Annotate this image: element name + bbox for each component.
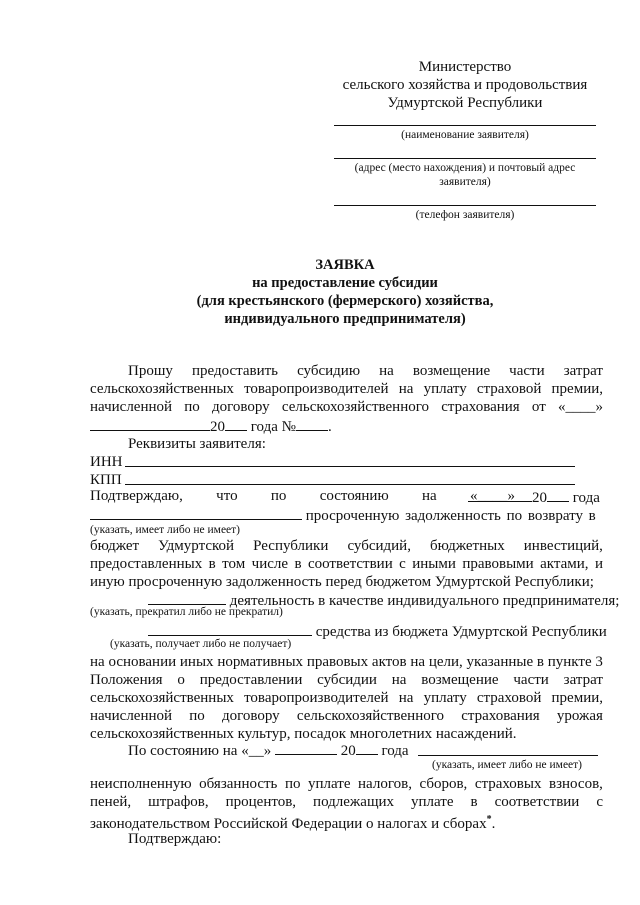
word: в bbox=[536, 654, 544, 670]
confirm-date-blank[interactable] bbox=[468, 487, 532, 502]
tax-line-2 bbox=[90, 793, 603, 811]
basis-line-5: сельскохозяйственных культур, посадок многолетних насаждений. bbox=[90, 726, 517, 742]
word: соответствии bbox=[307, 556, 393, 572]
word: по bbox=[184, 399, 200, 415]
confirm-date-tail: 20 года bbox=[468, 487, 600, 507]
word: затрат bbox=[563, 363, 603, 379]
word: на bbox=[398, 690, 414, 706]
word: в bbox=[294, 556, 302, 572]
word: предоставленных bbox=[90, 556, 203, 572]
word: урожая bbox=[556, 708, 603, 724]
word: пеней, bbox=[90, 794, 132, 810]
hint-has-or-not: (указать, имеет либо не имеет) bbox=[90, 524, 241, 536]
requisites-label: Реквизиты заявителя: bbox=[128, 436, 266, 452]
word: бюджетных bbox=[430, 538, 505, 554]
funds-line: средства из бюджета Удмуртской Республики bbox=[148, 621, 607, 641]
word: по bbox=[284, 776, 301, 792]
request-line-2 bbox=[90, 380, 603, 398]
word: уплату bbox=[423, 381, 467, 397]
word: процентов, bbox=[225, 794, 297, 810]
title-line-4: индивидуального предпринимателя) bbox=[224, 311, 466, 327]
overdue-line: просроченную задолженность по возврату в bbox=[90, 505, 603, 525]
word: на bbox=[379, 363, 394, 379]
word: штрафов, bbox=[148, 794, 209, 810]
as-of-year-blank[interactable] bbox=[356, 740, 378, 755]
budget-line-2 bbox=[90, 555, 603, 573]
address-hint-1: (адрес (место нахождения) и почтовый адрес bbox=[354, 162, 576, 174]
word: обязанность bbox=[199, 776, 278, 792]
request-line-1 bbox=[128, 362, 603, 380]
word: по bbox=[270, 488, 287, 504]
word: Подтверждаю, bbox=[90, 488, 183, 504]
word: затрат bbox=[563, 672, 603, 688]
as-of-has-blank[interactable] bbox=[418, 755, 598, 756]
word: договору bbox=[221, 708, 280, 724]
word: на bbox=[90, 654, 105, 670]
budget-line-1 bbox=[90, 537, 603, 555]
basis-line-4 bbox=[90, 707, 603, 725]
word: в bbox=[470, 794, 478, 810]
word: субсидий, bbox=[347, 538, 411, 554]
word: премии, bbox=[551, 381, 603, 397]
word: Прошу bbox=[128, 363, 173, 379]
word: сельскохозяйственных bbox=[90, 381, 234, 397]
word: актами, bbox=[540, 556, 589, 572]
word: страховых bbox=[474, 776, 542, 792]
overdue-has-blank[interactable] bbox=[90, 505, 302, 520]
word: указанные bbox=[466, 654, 534, 670]
word: цели, bbox=[428, 654, 463, 670]
word: том bbox=[222, 556, 246, 572]
contract-date-blank[interactable] bbox=[90, 416, 210, 431]
word: 3 bbox=[595, 654, 603, 670]
budget-line-3: иную просроченную задолженность перед бюджетом Удмуртской Республики; bbox=[90, 574, 594, 590]
word: субсидии bbox=[317, 672, 377, 688]
word: состоянию bbox=[319, 488, 389, 504]
word: уплате bbox=[411, 794, 454, 810]
activity-line: деятельность в качестве индивидуального предпринимателя; bbox=[148, 590, 619, 610]
confirm-final: Подтверждаю: bbox=[128, 831, 222, 847]
request-line-3 bbox=[90, 398, 603, 416]
word: страхования bbox=[441, 399, 520, 415]
word: сборов, bbox=[419, 776, 468, 792]
word: возмещение bbox=[421, 672, 499, 688]
inn-input-line[interactable] bbox=[125, 466, 575, 467]
address-line bbox=[334, 158, 596, 159]
word: уплате bbox=[308, 776, 351, 792]
activity-blank[interactable] bbox=[148, 590, 226, 605]
word: числе bbox=[251, 556, 289, 572]
word: Республики bbox=[253, 538, 329, 554]
word: на bbox=[410, 654, 426, 670]
word: сельскохозяйственного bbox=[296, 708, 445, 724]
footnote-mark: * bbox=[486, 814, 492, 825]
word: основании bbox=[108, 654, 177, 670]
word: иными bbox=[412, 556, 456, 572]
word: подлежащих bbox=[313, 794, 395, 810]
word: начисленной bbox=[90, 708, 173, 724]
basis-line-1 bbox=[90, 653, 603, 671]
word: предоставлении bbox=[199, 672, 303, 688]
ministry-line-2: сельского хозяйства и продовольствия bbox=[342, 77, 588, 93]
hint-has-or-not-2: (указать, имеет либо не имеет) bbox=[432, 759, 583, 771]
word: страховой bbox=[476, 381, 542, 397]
word: сельскохозяйственного bbox=[281, 399, 430, 415]
word: нормативных bbox=[217, 654, 304, 670]
word: «____» bbox=[557, 399, 603, 415]
word: налогов, bbox=[358, 776, 412, 792]
word: товаропроизводителей bbox=[244, 381, 389, 397]
hint-receives-or-not: (указать, получает либо не получает) bbox=[110, 638, 292, 650]
applicant-name-line bbox=[334, 125, 596, 126]
as-of-date-blank[interactable] bbox=[275, 740, 337, 755]
word: начисленной bbox=[90, 399, 173, 415]
word: в bbox=[208, 556, 216, 572]
word: предоставить bbox=[191, 363, 279, 379]
word: взносов, bbox=[549, 776, 603, 792]
word: части bbox=[509, 363, 545, 379]
applicant-name-hint: (наименование заявителя) bbox=[401, 129, 529, 141]
word: актов bbox=[371, 654, 407, 670]
word: что bbox=[216, 488, 238, 504]
word: с bbox=[399, 556, 406, 572]
word: правовых bbox=[306, 654, 369, 670]
hint-stopped-or-not: (указать, прекратил либо не прекратил) bbox=[90, 606, 283, 618]
tax-line-3: законодательством Российской Федерации о налогах и сборах*. bbox=[90, 814, 496, 832]
word: возмещение bbox=[412, 363, 491, 379]
word: неисполненную bbox=[90, 776, 192, 792]
word: страхования bbox=[461, 708, 540, 724]
inn-label: ИНН bbox=[90, 454, 123, 470]
phone-hint: (телефон заявителя) bbox=[415, 209, 515, 221]
kpp-input-line[interactable] bbox=[125, 484, 575, 485]
contract-year-blank[interactable] bbox=[225, 416, 247, 431]
phone-line bbox=[334, 205, 596, 206]
word: иных bbox=[179, 654, 214, 670]
kpp-label: КПП bbox=[90, 472, 122, 488]
word: на bbox=[421, 488, 437, 504]
word: и bbox=[594, 556, 603, 572]
word: страховой bbox=[476, 690, 542, 706]
word: пункте bbox=[547, 654, 592, 670]
confirm-year-blank[interactable] bbox=[547, 487, 569, 502]
word: соответствии bbox=[494, 794, 580, 810]
word: части bbox=[513, 672, 549, 688]
word: товаропроизводителей bbox=[244, 690, 389, 706]
basis-line-2 bbox=[90, 671, 603, 689]
title-line-2: на предоставление субсидии bbox=[252, 275, 438, 291]
word: субсидию bbox=[297, 363, 361, 379]
word: договору bbox=[211, 399, 270, 415]
tax-line-1 bbox=[90, 775, 603, 793]
basis-line-3 bbox=[90, 689, 603, 707]
word: на bbox=[391, 672, 407, 688]
contract-number-blank[interactable] bbox=[296, 416, 328, 431]
word: сельскохозяйственных bbox=[90, 690, 234, 706]
as-of-line: По состоянию на «__» 20 года bbox=[128, 740, 409, 760]
word: о bbox=[177, 672, 185, 688]
word: «____» bbox=[469, 488, 515, 504]
word: премии, bbox=[551, 690, 603, 706]
word: Удмуртской bbox=[158, 538, 235, 554]
ministry-line-3: Удмуртской Республики bbox=[387, 95, 543, 111]
word: бюджет bbox=[90, 538, 140, 554]
document-title: ЗАЯВКА bbox=[315, 257, 375, 273]
word: инвестиций, bbox=[523, 538, 603, 554]
address-hint-2: заявителя) bbox=[439, 176, 491, 188]
title-line-3: (для крестьянского (фермерского) хозяйства, bbox=[196, 293, 494, 309]
word: с bbox=[596, 794, 603, 810]
word: уплату bbox=[423, 690, 467, 706]
word: по bbox=[189, 708, 205, 724]
confirm-line-words bbox=[90, 487, 515, 505]
word: правовыми bbox=[462, 556, 534, 572]
word: на bbox=[398, 381, 414, 397]
request-line-4: 20 года № . bbox=[90, 416, 390, 436]
word: Положения bbox=[90, 672, 163, 688]
word: от bbox=[531, 399, 546, 415]
funds-blank[interactable] bbox=[148, 621, 312, 636]
ministry-line-1: Министерство bbox=[418, 59, 512, 75]
